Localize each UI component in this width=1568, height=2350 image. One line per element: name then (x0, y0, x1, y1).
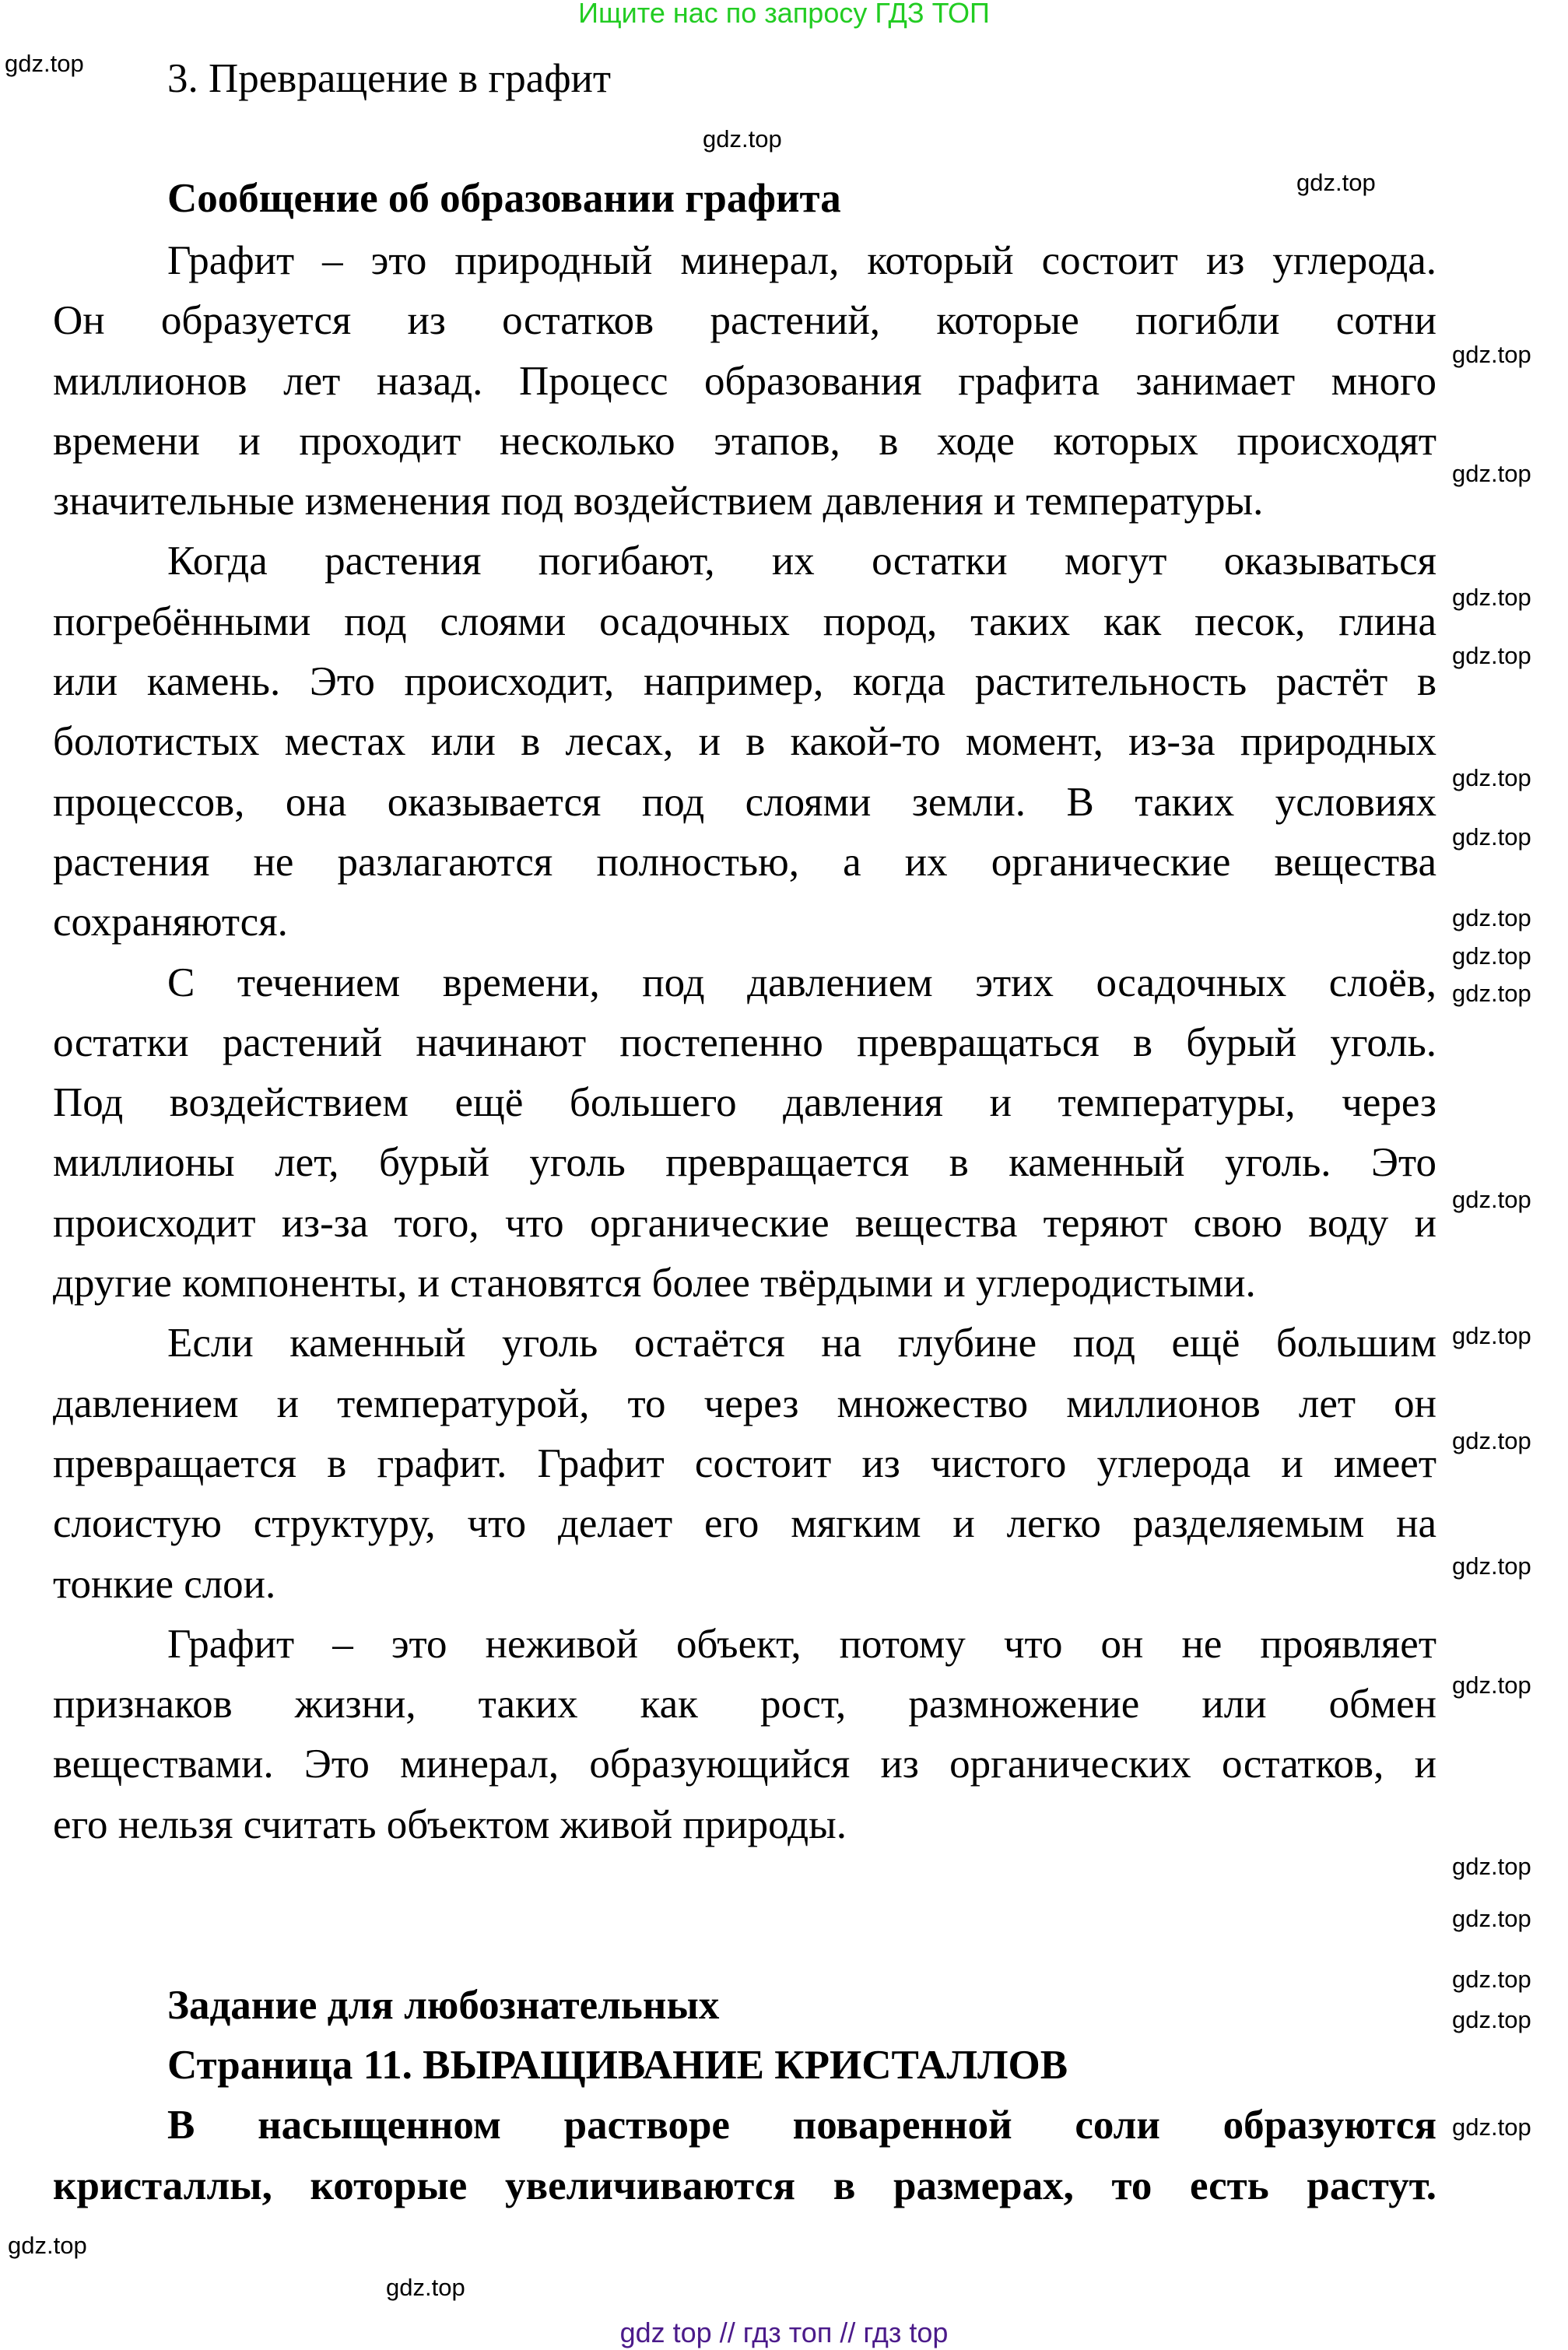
spacer (53, 1855, 1436, 1976)
paragraph-line: процессов, она оказывается под слоями земли. В таких условиях (53, 779, 1436, 825)
paragraph-line: Под воздействием ещё большего давления и температуры, через (53, 1080, 1436, 1126)
task-heading: Задание для любознательных (167, 1982, 720, 2028)
footer-links[interactable]: gdz top // гдз топ // гдз top (619, 2317, 949, 2348)
watermark: gdz.top (8, 2232, 87, 2259)
watermark: gdz.top (1452, 1186, 1531, 1213)
paragraph-line: происходит из-за того, что органические вещества теряют свою воду и (53, 1200, 1436, 1246)
watermark: gdz.top (1296, 169, 1376, 196)
watermark: gdz.top (1452, 1853, 1531, 1880)
paragraph-line: С течением времени, под давлением этих осадочных слоёв, (167, 959, 1436, 1005)
paragraph-line: значительные изменения под воздействием давления и температуры. (53, 479, 1264, 524)
bold-line: В насыщенном растворе поваренной соли образуются (167, 2103, 1436, 2148)
watermark: gdz.top (1452, 1905, 1531, 1932)
watermark: gdz.top (1452, 2006, 1531, 2033)
task-title: 3. Превращение в графит (167, 56, 612, 101)
watermark: gdz.top (1452, 1427, 1531, 1454)
paragraph-line: Графит – это природный минерал, который состоит из углерода. (167, 238, 1436, 283)
watermark: gdz.top (1452, 341, 1531, 368)
watermark: gdz.top (1452, 904, 1531, 931)
watermark: gdz.top (1452, 823, 1531, 851)
search-banner[interactable]: Ищите нас по запросу ГДЗ ТОП (578, 0, 990, 29)
paragraph-line: превращается в графит. Графит состоит из чистого углерода и имеет (53, 1440, 1436, 1486)
body-text (53, 231, 1436, 2216)
watermark: gdz.top (703, 125, 782, 153)
paragraph-line: Когда растения погибают, их остатки могут оказываться (167, 538, 1436, 584)
paragraph-line: остатки растений начинают постепенно превращаться в бурый уголь. (53, 1019, 1436, 1065)
paragraph-line: тонкие слои. (53, 1561, 276, 1607)
paragraph-line: или камень. Это происходит, например, когда растительность растёт в (53, 659, 1436, 705)
paragraph-line: признаков жизни, таких как рост, размножение или обмен (53, 1682, 1436, 1727)
page-heading: Страница 11. ВЫРАЩИВАНИЕ КРИСТАЛЛОВ (167, 2042, 1068, 2088)
watermark: gdz.top (1452, 1322, 1531, 1349)
watermark: gdz.top (1452, 980, 1531, 1007)
paragraph-line: болотистых местах или в лесах, и в какой-то момент, из-за природных (53, 719, 1436, 765)
paragraph-line: миллионов лет назад. Процесс образования графита занимает много (53, 358, 1436, 404)
paragraph-line: другие компоненты, и становятся более твёрдыми и углеродистыми. (53, 1261, 1256, 1307)
paragraph-line: его нельзя считать объектом живой природы. (53, 1801, 847, 1847)
paragraph-line: веществами. Это минерал, образующийся из органических остатков, и (53, 1741, 1436, 1787)
watermark: gdz.top (1452, 2113, 1531, 2141)
paragraph-line: погребёнными под слоями осадочных пород, таких как песок, глина (53, 598, 1436, 644)
bold-line: кристаллы, которые увеличиваются в размерах, то есть растут. (53, 2162, 1436, 2208)
watermark: gdz.top (1452, 460, 1531, 487)
paragraph-line: Он образуется из остатков растений, которые погибли сотни (53, 298, 1436, 344)
watermark: gdz.top (1452, 1552, 1531, 1580)
watermark: gdz.top (1452, 584, 1531, 611)
paragraph-line: Графит – это неживой объект, потому что он не проявляет (167, 1621, 1436, 1667)
watermark: gdz.top (1452, 764, 1531, 791)
watermark: gdz.top (5, 50, 84, 77)
watermark: gdz.top (386, 2274, 465, 2301)
section-heading: Сообщение об образовании графита (167, 176, 841, 221)
paragraph-line: миллионы лет, бурый уголь превращается в каменный уголь. Это (53, 1140, 1436, 1186)
watermark: gdz.top (1452, 1671, 1531, 1699)
watermark: gdz.top (1452, 942, 1531, 970)
watermark: gdz.top (1452, 642, 1531, 669)
paragraph-line: сохраняются. (53, 900, 288, 945)
paragraph-line: слоистую структуру, что делает его мягким и легко разделяемым на (53, 1501, 1436, 1547)
paragraph-line: времени и проходит несколько этапов, в ходе которых происходят (53, 418, 1436, 464)
paragraph-line: Если каменный уголь остаётся на глубине под ещё большим (167, 1321, 1436, 1366)
paragraph-line: растения не разлагаются полностью, а их органические вещества (53, 839, 1436, 885)
paragraph-line: давлением и температурой, то через множество миллионов лет он (53, 1380, 1436, 1426)
watermark: gdz.top (1452, 1966, 1531, 1993)
